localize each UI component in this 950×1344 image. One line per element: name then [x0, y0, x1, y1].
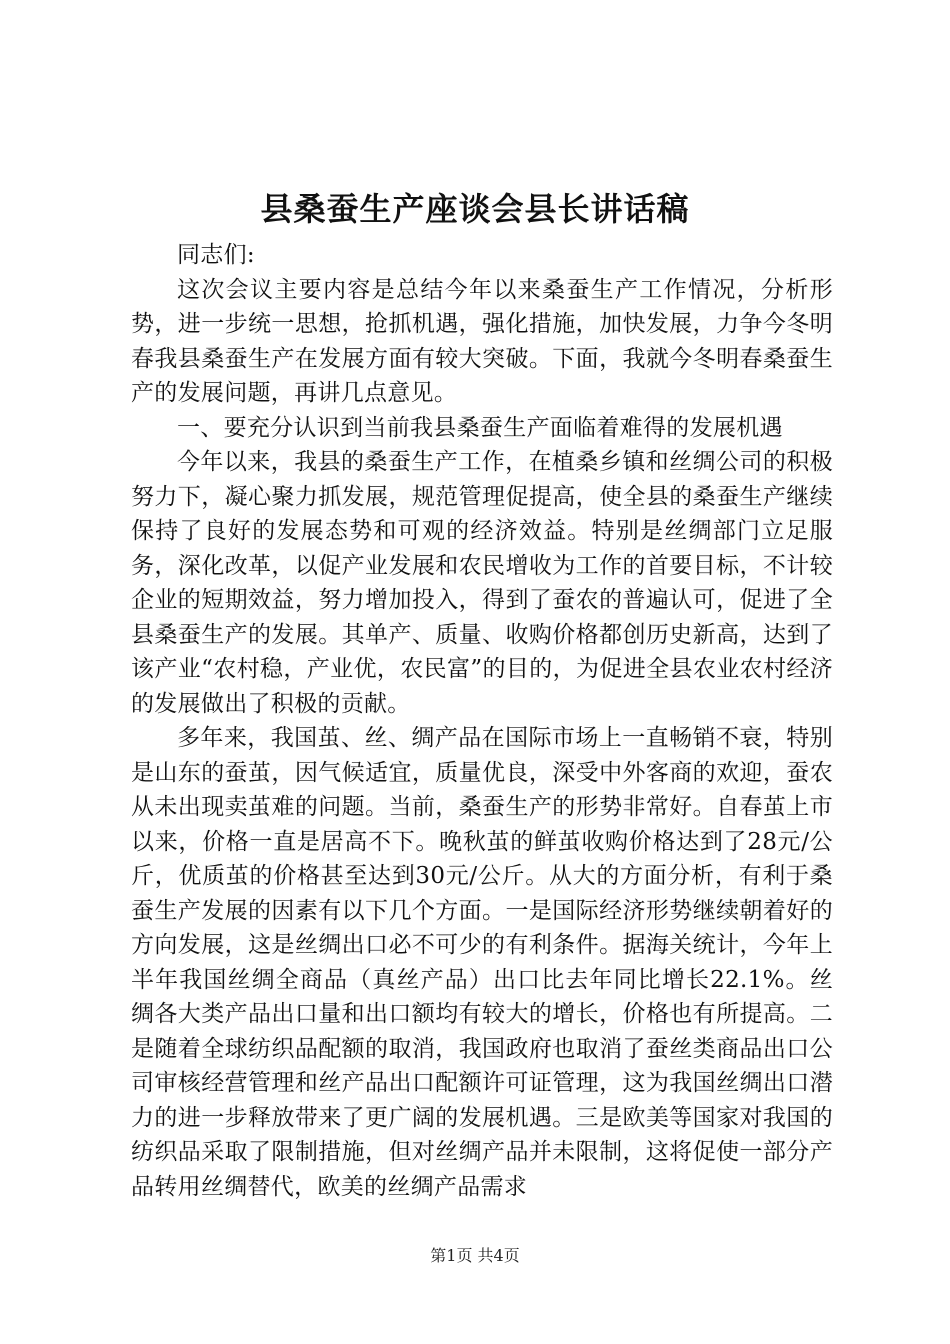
body-paragraph: 今年以来，我县的桑蚕生产工作，在植桑乡镇和丝绸公司的积极努力下，凝心聚力抓发展，规范管理促提高，使全县的桑蚕生产继续保持了良好的发展态势和可观的经济效益。特别是丝绸部门立足服务，深化改革，以促产业发展和农民增收为工作的首要目标，不计较企业的短期效益，努力增加投入，得到了蚕农的普遍认可，促进了全县桑蚕生产的发展。其单产、质量、收购价格都创历史新高，达到了该产业“农村稳，产业优，农民富”的目的，为促进全县农业农村经济的发展做出了积极的贡献。	[131, 449, 833, 717]
intro-paragraph: 这次会议主要内容是总结今年以来桑蚕生产工作情况，分析形势，进一步统一思想，抢抓机遇，强化措施，加快发展，力争今冬明春我县桑蚕生产在发展方面有较大突破。下面，我就今冬明春桑蚕生产的发展问题，再讲几点意见。	[131, 276, 833, 406]
document-body	[131, 238, 833, 1204]
salutation-paragraph: 同志们:	[177, 242, 255, 268]
section-heading-paragraph: 一、要充分认识到当前我县桑蚕生产面临着难得的发展机遇	[177, 414, 783, 441]
page-number-footer: 第1页 共4页	[430, 1246, 520, 1265]
body-paragraph: 多年来，我国茧、丝、绸产品在国际市场上一直畅销不衰，特别是山东的蚕茧，因气候适宜，质量优良，深受中外客商的欢迎，蚕农从未出现卖茧难的问题。当前，桑蚕生产的形势非常好。自春茧上市以来，价格一直是居高不下。晚秋茧的鲜茧收购价格达到了28元/公斤，优质茧的价格甚至达到30元/公斤。从大的方面分析，有利于桑蚕生产发展的因素有以下几个方面。一是国际经济形势继续朝着好的方向发展，这是丝绸出口必不可少的有利条件。据海关统计，今年上半年我国丝绸全商品（真丝产品）出口比去年同比增长22.1%。丝绸各大类产品出口量和出口额均有较大的增长，价格也有所提高。二是随着全球纺织品配额的取消，我国政府也取消了蚕丝类商品出口公司审核经营管理和丝产品出口配额许可证管理，这为我国丝绸出口潜力的进一步释放带来了更广阔的发展机遇。三是欧美等国家对我国的纺织品采取了限制措施，但对丝绸产品并未限制，这将促使一部分产品转用丝绸替代，欧美的丝绸产品需求	[131, 725, 833, 1200]
document-title: 县桑蚕生产座谈会县长讲话稿	[260, 190, 690, 228]
